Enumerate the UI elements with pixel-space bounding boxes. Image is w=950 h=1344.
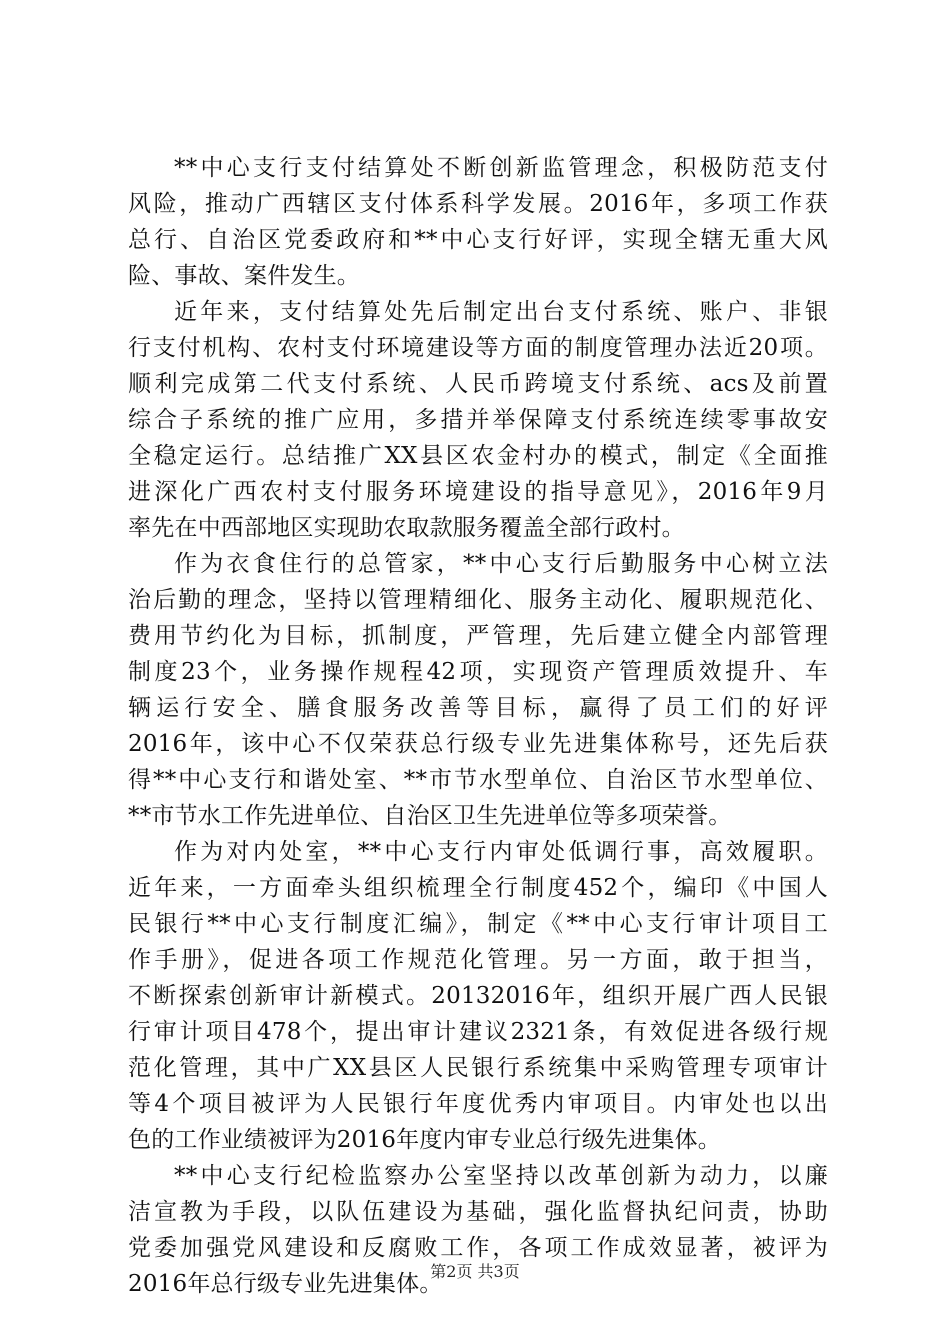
text-line: 不断探索创新审计新模式。20132016年，组织开展广西人民银 xyxy=(128,983,828,1009)
text-line: 洁宣教为手段，以队伍建设为基础，强化监督执纪问责，协助 xyxy=(128,1199,828,1225)
text-line: 作为衣食住行的总管家，**中心支行后勤服务中心树立法 xyxy=(174,551,828,577)
document-body xyxy=(128,150,828,1302)
text-line: 作手册》，促进各项工作规范化管理。另一方面，敢于担当， xyxy=(128,947,828,973)
text-line: 党委加强党风建设和反腐败工作，各项工作成效显著，被评为 xyxy=(128,1235,828,1261)
text-line: 费用节约化为目标，抓制度，严管理，先后建立健全内部管理 xyxy=(128,623,828,649)
text-line: 进深化广西农村支付服务环境建设的指导意见》，2016年9月 xyxy=(128,479,828,505)
text-line: 行支付机构、农村支付环境建设等方面的制度管理办法近20项。 xyxy=(128,335,828,361)
text-line: 综合子系统的推广应用，多措并举保障支付系统连续零事故安 xyxy=(128,407,828,433)
text-line: 率先在中西部地区实现助农取款服务覆盖全部行政村。 xyxy=(128,515,685,541)
text-line: 全稳定运行。总结推广XX县区农金村办的模式，制定《全面推 xyxy=(128,443,828,469)
text-line: **中心支行纪检监察办公室坚持以改革创新为动力，以廉 xyxy=(174,1163,828,1189)
text-line: 风险，推动广西辖区支付体系科学发展。2016年，多项工作获 xyxy=(128,191,828,217)
text-line: 作为对内处室，**中心支行内审处低调行事，高效履职。 xyxy=(174,839,828,865)
text-line: 近年来，一方面牵头组织梳理全行制度452个，编印《中国人 xyxy=(128,875,828,901)
text-line: 行审计项目478个，提出审计建议2321条，有效促进各级行规 xyxy=(128,1019,828,1045)
text-line: 民银行**中心支行制度汇编》，制定《**中心支行审计项目工 xyxy=(128,911,828,937)
text-line: 近年来，支付结算处先后制定出台支付系统、账户、非银 xyxy=(174,299,828,325)
text-line: 总行、自治区党委政府和**中心支行好评，实现全辖无重大风 xyxy=(128,227,828,253)
text-line: **市节水工作先进单位、自治区卫生先进单位等多项荣誉。 xyxy=(128,803,732,829)
text-line: 制度23个，业务操作规程42项，实现资产管理质效提升、车 xyxy=(128,659,828,685)
text-line: 顺利完成第二代支付系统、人民币跨境支付系统、acs及前置 xyxy=(128,371,828,397)
page-footer: 第2页 共3页 xyxy=(430,1262,520,1281)
text-line: 2016年总行级专业先进集体。 xyxy=(128,1271,443,1297)
text-line: 范化管理，其中广XX县区人民银行系统集中采购管理专项审计 xyxy=(128,1055,828,1081)
text-line: 得**中心支行和谐处室、**市节水型单位、自治区节水型单位、 xyxy=(128,767,828,793)
text-line: **中心支行支付结算处不断创新监管理念，积极防范支付 xyxy=(174,155,828,181)
text-line: 治后勤的理念，坚持以管理精细化、服务主动化、履职规范化、 xyxy=(128,587,828,613)
text-line: 辆运行安全、膳食服务改善等目标，赢得了员工们的好评 xyxy=(128,695,828,721)
text-line: 险、事故、案件发生。 xyxy=(128,263,360,289)
text-line: 2016年，该中心不仅荣获总行级专业先进集体称号，还先后获 xyxy=(128,731,828,757)
text-line: 色的工作业绩被评为2016年度内审专业总行级先进集体。 xyxy=(128,1127,721,1153)
text-line: 等4个项目被评为人民银行年度优秀内审项目。内审处也以出 xyxy=(128,1091,828,1117)
